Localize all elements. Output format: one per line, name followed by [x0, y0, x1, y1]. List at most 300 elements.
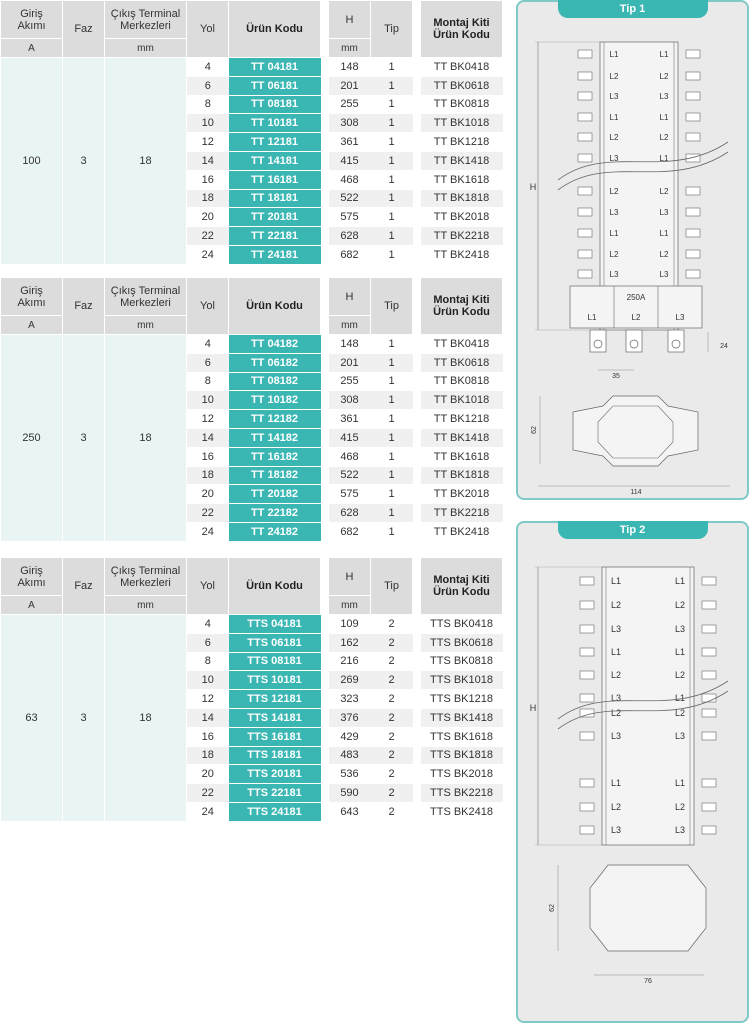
phase-label-right: L2: [659, 187, 669, 196]
phase-label-right: L1: [659, 50, 669, 59]
tip-cell: 1: [371, 170, 413, 189]
product-table-2: [0, 277, 503, 542]
h-label: H: [529, 182, 537, 192]
h-cell: 682: [329, 522, 371, 541]
terminal-right: [686, 154, 700, 162]
montaj-kit-cell: TT BK0818: [421, 95, 503, 114]
faz-value: 3: [63, 58, 105, 265]
h-cell: 643: [329, 802, 371, 821]
phase-label-left: L3: [609, 208, 619, 217]
tip-1-drawing: [518, 2, 747, 498]
urun-kodu-cell: TTS 22181: [229, 784, 321, 803]
terminal-right: [702, 671, 716, 679]
montaj-kit-cell: TT BK1818: [421, 189, 503, 208]
yol-cell: 20: [187, 208, 229, 227]
header-montaj: Montaj Kiti Ürün Kodu: [421, 558, 503, 615]
tip-cell: 1: [371, 391, 413, 410]
yol-cell: 22: [187, 227, 229, 246]
phase-label-left: L2: [610, 600, 622, 610]
montaj-kit-cell: TTS BK2418: [421, 802, 503, 821]
yol-cell: 14: [187, 708, 229, 727]
terminal-right: [702, 625, 716, 633]
phase-label-right: L3: [659, 270, 669, 279]
terminal-left: [580, 826, 594, 834]
urun-kodu-cell: TT 22181: [229, 227, 321, 246]
phase-label-left: L1: [609, 113, 619, 122]
lug: [668, 330, 684, 352]
terminal-left: [580, 625, 594, 633]
yol-cell: 22: [187, 784, 229, 803]
terminal-right: [702, 601, 716, 609]
tip-cell: 1: [371, 245, 413, 264]
urun-kodu-cell: TT 18181: [229, 189, 321, 208]
tip-2-title: Tip 2: [558, 521, 708, 539]
h-cell: 255: [329, 372, 371, 391]
terminal-left: [578, 208, 592, 216]
tip-cell: 1: [371, 95, 413, 114]
yol-cell: 22: [187, 504, 229, 523]
header-cikis: Çıkış Terminal Merkezleri: [105, 1, 187, 39]
tip-cell: 1: [371, 410, 413, 429]
breaker-l3: L3: [675, 313, 685, 322]
tip-2-drawing: [518, 523, 747, 1021]
terminal-right: [702, 577, 716, 585]
header-urun-kodu: Ürün Kodu: [229, 278, 321, 335]
breaker-l1: L1: [587, 313, 597, 322]
terminal-right: [686, 92, 700, 100]
yol-cell: 24: [187, 522, 229, 541]
terminal-left: [580, 709, 594, 717]
yol-cell: 16: [187, 447, 229, 466]
yol-cell: 18: [187, 189, 229, 208]
giris-value: 63: [1, 615, 63, 822]
breaker-rating: 250A: [626, 293, 646, 302]
terminal-right: [686, 270, 700, 278]
tip-cell: 1: [371, 189, 413, 208]
faz-value: 3: [63, 335, 105, 542]
tip-cell: 1: [371, 372, 413, 391]
urun-kodu-cell: TT 12182: [229, 410, 321, 429]
terminal-right: [686, 133, 700, 141]
terminal-left: [580, 648, 594, 656]
terminal-left: [580, 671, 594, 679]
header-montaj: Montaj Kiti Ürün Kodu: [421, 1, 503, 58]
urun-kodu-cell: TT 22182: [229, 504, 321, 523]
h-cell: 628: [329, 504, 371, 523]
dim-24-label: 24: [720, 343, 728, 350]
montaj-kit-cell: TT BK0618: [421, 353, 503, 372]
h-cell: 536: [329, 765, 371, 784]
phase-label-left: L3: [610, 825, 622, 835]
tip-cell: 1: [371, 428, 413, 447]
terminal-left: [580, 803, 594, 811]
tip-cell: 2: [371, 615, 413, 634]
urun-kodu-cell: TTS 24181: [229, 802, 321, 821]
tip-cell: 1: [371, 335, 413, 354]
phase-label-left: L3: [610, 693, 622, 703]
montaj-kit-cell: TT BK1418: [421, 428, 503, 447]
phase-label-right: L1: [659, 154, 669, 163]
yol-cell: 4: [187, 335, 229, 354]
terminal-right: [702, 648, 716, 656]
h-label: H: [529, 703, 537, 713]
h-cell: 148: [329, 58, 371, 77]
yol-cell: 24: [187, 802, 229, 821]
unit-mm: mm: [105, 596, 187, 615]
tip-cell: 1: [371, 353, 413, 372]
header-faz: Faz: [63, 558, 105, 615]
urun-kodu-cell: TT 06182: [229, 353, 321, 372]
urun-kodu-cell: TT 10181: [229, 114, 321, 133]
phase-label-left: L1: [610, 647, 622, 657]
terminal-left: [580, 577, 594, 585]
terminal-left: [578, 270, 592, 278]
h-cell: 361: [329, 410, 371, 429]
tip-cell: 1: [371, 504, 413, 523]
phase-label-right: L3: [674, 825, 686, 835]
yol-cell: 8: [187, 652, 229, 671]
yol-cell: 14: [187, 151, 229, 170]
montaj-kit-cell: TTS BK1218: [421, 690, 503, 709]
table-1: [0, 0, 503, 265]
header-montaj: Montaj Kiti Ürün Kodu: [421, 278, 503, 335]
urun-kodu-cell: TT 20182: [229, 485, 321, 504]
yol-cell: 8: [187, 372, 229, 391]
phase-label-left: L3: [610, 731, 622, 741]
yol-cell: 4: [187, 58, 229, 77]
yol-cell: 10: [187, 391, 229, 410]
yol-cell: 20: [187, 765, 229, 784]
montaj-kit-cell: TT BK0418: [421, 335, 503, 354]
h-cell: 522: [329, 466, 371, 485]
montaj-kit-cell: TT BK1218: [421, 410, 503, 429]
phase-label-right: L2: [674, 708, 686, 718]
h-cell: 590: [329, 784, 371, 803]
h-cell: 109: [329, 615, 371, 634]
header-h: H: [329, 558, 371, 596]
tip-cell: 2: [371, 802, 413, 821]
h-cell: 201: [329, 76, 371, 95]
urun-kodu-cell: TT 04182: [229, 335, 321, 354]
montaj-kit-cell: TT BK1618: [421, 447, 503, 466]
yol-cell: 6: [187, 76, 229, 95]
product-table-1: [0, 0, 503, 265]
phase-label-left: L1: [610, 576, 622, 586]
header-cikis: Çıkış Terminal Merkezleri: [105, 278, 187, 316]
header-faz: Faz: [63, 1, 105, 58]
bottom-view-outline: [590, 865, 706, 951]
phase-label-left: L3: [609, 92, 619, 101]
phase-label-right: L1: [674, 778, 686, 788]
montaj-kit-cell: TT BK1418: [421, 151, 503, 170]
tip-cell: 1: [371, 133, 413, 152]
terminal-left: [580, 732, 594, 740]
terminal-left: [578, 50, 592, 58]
terminal-right: [702, 826, 716, 834]
montaj-kit-cell: TT BK1018: [421, 391, 503, 410]
terminal-left: [580, 694, 594, 702]
phase-label-left: L3: [610, 624, 622, 634]
tip-cell: 2: [371, 727, 413, 746]
h-cell: 682: [329, 245, 371, 264]
yol-cell: 12: [187, 690, 229, 709]
terminal-left: [580, 779, 594, 787]
header-giris: Giriş Akımı: [1, 1, 63, 39]
h-cell: 148: [329, 335, 371, 354]
h-cell: 522: [329, 189, 371, 208]
tip-cell: 2: [371, 784, 413, 803]
urun-kodu-cell: TT 08181: [229, 95, 321, 114]
yol-cell: 10: [187, 671, 229, 690]
yol-cell: 4: [187, 615, 229, 634]
urun-kodu-cell: TT 04181: [229, 58, 321, 77]
table-3: [0, 557, 503, 822]
tip-cell: 2: [371, 652, 413, 671]
bottom-view-outline: [573, 396, 698, 466]
h-cell: 201: [329, 353, 371, 372]
montaj-kit-cell: TT BK2218: [421, 504, 503, 523]
header-yol: Yol: [187, 1, 229, 58]
urun-kodu-cell: TT 16181: [229, 170, 321, 189]
tip-cell: 1: [371, 466, 413, 485]
header-giris: Giriş Akımı: [1, 558, 63, 596]
cikis-value: 18: [105, 615, 187, 822]
urun-kodu-cell: TTS 12181: [229, 690, 321, 709]
h-cell: 361: [329, 133, 371, 152]
tip-cell: 2: [371, 671, 413, 690]
urun-kodu-cell: TTS 14181: [229, 708, 321, 727]
urun-kodu-cell: TT 10182: [229, 391, 321, 410]
montaj-kit-cell: TTS BK2218: [421, 784, 503, 803]
tip-cell: 1: [371, 447, 413, 466]
phase-label-left: L2: [610, 670, 622, 680]
table-2: [0, 277, 503, 542]
urun-kodu-cell: TT 20181: [229, 208, 321, 227]
dim-76-label: 76: [644, 978, 652, 985]
montaj-kit-cell: TT BK1018: [421, 114, 503, 133]
h-cell: 468: [329, 447, 371, 466]
phase-label-left: L2: [610, 802, 622, 812]
tip-2-panel: [516, 521, 749, 1023]
dim-114-label: 114: [630, 489, 642, 496]
montaj-kit-cell: TT BK2018: [421, 208, 503, 227]
cikis-value: 18: [105, 58, 187, 265]
terminal-right: [686, 187, 700, 195]
urun-kodu-cell: TT 14182: [229, 428, 321, 447]
header-faz: Faz: [63, 278, 105, 335]
phase-label-right: L3: [659, 208, 669, 217]
phase-label-left: L2: [609, 133, 619, 142]
product-table-3: [0, 557, 503, 822]
terminal-left: [578, 72, 592, 80]
tip-cell: 1: [371, 485, 413, 504]
header-tip: Tip: [371, 1, 413, 58]
phase-label-right: L2: [674, 670, 686, 680]
montaj-kit-cell: TT BK2018: [421, 485, 503, 504]
phase-label-right: L2: [674, 600, 686, 610]
h-cell: 429: [329, 727, 371, 746]
h-cell: 308: [329, 114, 371, 133]
terminal-left: [578, 250, 592, 258]
unit-mm-h: mm: [329, 316, 371, 335]
header-urun-kodu: Ürün Kodu: [229, 1, 321, 58]
yol-cell: 6: [187, 353, 229, 372]
h-cell: 483: [329, 746, 371, 765]
yol-cell: 16: [187, 727, 229, 746]
urun-kodu-cell: TT 24182: [229, 522, 321, 541]
terminal-right: [686, 50, 700, 58]
urun-kodu-cell: TTS 04181: [229, 615, 321, 634]
yol-cell: 14: [187, 428, 229, 447]
dim-35-label: 35: [612, 373, 620, 380]
montaj-kit-cell: TT BK0818: [421, 372, 503, 391]
terminal-right: [686, 208, 700, 216]
montaj-kit-cell: TT BK1218: [421, 133, 503, 152]
terminal-left: [578, 92, 592, 100]
montaj-kit-cell: TT BK1818: [421, 466, 503, 485]
table-row: [1, 615, 503, 634]
header-giris: Giriş Akımı: [1, 278, 63, 316]
yol-cell: 10: [187, 114, 229, 133]
urun-kodu-cell: TTS 18181: [229, 746, 321, 765]
phase-label-right: L3: [674, 624, 686, 634]
header-h: H: [329, 1, 371, 39]
unit-mm: mm: [105, 316, 187, 335]
terminal-right: [702, 709, 716, 717]
tip-cell: 2: [371, 765, 413, 784]
phase-label-left: L2: [609, 250, 619, 259]
h-cell: 575: [329, 208, 371, 227]
phase-label-right: L2: [659, 72, 669, 81]
unit-a: A: [1, 39, 63, 58]
urun-kodu-cell: TTS 06181: [229, 633, 321, 652]
montaj-kit-cell: TT BK0418: [421, 58, 503, 77]
montaj-kit-cell: TTS BK0818: [421, 652, 503, 671]
phase-label-right: L1: [674, 576, 686, 586]
h-cell: 468: [329, 170, 371, 189]
tip-cell: 1: [371, 58, 413, 77]
montaj-kit-cell: TTS BK0618: [421, 633, 503, 652]
montaj-kit-cell: TTS BK0418: [421, 615, 503, 634]
unit-a: A: [1, 596, 63, 615]
dim-62-label: 62: [531, 426, 538, 434]
terminal-right: [702, 803, 716, 811]
tip-cell: 1: [371, 76, 413, 95]
unit-mm: mm: [105, 39, 187, 58]
yol-cell: 24: [187, 245, 229, 264]
montaj-kit-cell: TT BK0618: [421, 76, 503, 95]
lug: [590, 330, 606, 352]
h-cell: 308: [329, 391, 371, 410]
montaj-kit-cell: TTS BK2018: [421, 765, 503, 784]
terminal-left: [578, 229, 592, 237]
urun-kodu-cell: TTS 10181: [229, 671, 321, 690]
terminal-left: [578, 187, 592, 195]
header-cikis: Çıkış Terminal Merkezleri: [105, 558, 187, 596]
phase-label-right: L2: [659, 133, 669, 142]
tip-cell: 2: [371, 746, 413, 765]
tip-cell: 1: [371, 208, 413, 227]
terminal-right: [702, 779, 716, 787]
tip-cell: 1: [371, 151, 413, 170]
faz-value: 3: [63, 615, 105, 822]
phase-label-left: L3: [609, 270, 619, 279]
montaj-kit-cell: TTS BK1018: [421, 671, 503, 690]
terminal-right: [702, 732, 716, 740]
montaj-kit-cell: TTS BK1818: [421, 746, 503, 765]
h-cell: 376: [329, 708, 371, 727]
h-cell: 323: [329, 690, 371, 709]
yol-cell: 6: [187, 633, 229, 652]
unit-a: A: [1, 316, 63, 335]
yol-cell: 12: [187, 133, 229, 152]
phase-label-right: L1: [674, 693, 686, 703]
tip-1-title: Tip 1: [558, 0, 708, 18]
phase-label-right: L1: [659, 229, 669, 238]
table-row: [1, 335, 503, 354]
yol-cell: 18: [187, 746, 229, 765]
montaj-kit-cell: TTS BK1618: [421, 727, 503, 746]
phase-label-left: L1: [609, 229, 619, 238]
giris-value: 250: [1, 335, 63, 542]
urun-kodu-cell: TT 06181: [229, 76, 321, 95]
phase-label-left: L2: [610, 708, 622, 718]
yol-cell: 16: [187, 170, 229, 189]
cikis-value: 18: [105, 335, 187, 542]
urun-kodu-cell: TT 12181: [229, 133, 321, 152]
header-yol: Yol: [187, 278, 229, 335]
urun-kodu-cell: TTS 16181: [229, 727, 321, 746]
terminal-right: [686, 72, 700, 80]
h-cell: 162: [329, 633, 371, 652]
terminal-left: [578, 113, 592, 121]
lug: [626, 330, 642, 352]
terminal-right: [686, 113, 700, 121]
unit-mm-h: mm: [329, 596, 371, 615]
phase-label-right: L2: [659, 250, 669, 259]
h-cell: 575: [329, 485, 371, 504]
montaj-kit-cell: TT BK2418: [421, 522, 503, 541]
urun-kodu-cell: TT 16182: [229, 447, 321, 466]
phase-label-right: L1: [674, 647, 686, 657]
urun-kodu-cell: TTS 08181: [229, 652, 321, 671]
phase-label-left: L1: [609, 50, 619, 59]
phase-label-right: L3: [659, 92, 669, 101]
tip-cell: 2: [371, 690, 413, 709]
montaj-kit-cell: TT BK1618: [421, 170, 503, 189]
montaj-kit-cell: TTS BK1418: [421, 708, 503, 727]
h-cell: 628: [329, 227, 371, 246]
urun-kodu-cell: TTS 20181: [229, 765, 321, 784]
tip-1-panel: [516, 0, 749, 500]
terminal-left: [578, 133, 592, 141]
tip-cell: 1: [371, 114, 413, 133]
yol-cell: 8: [187, 95, 229, 114]
terminal-left: [578, 154, 592, 162]
tip-cell: 1: [371, 522, 413, 541]
urun-kodu-cell: TT 18182: [229, 466, 321, 485]
unit-mm-h: mm: [329, 39, 371, 58]
h-cell: 216: [329, 652, 371, 671]
terminal-left: [580, 601, 594, 609]
terminal-right: [686, 250, 700, 258]
header-h: H: [329, 278, 371, 316]
urun-kodu-cell: TT 24181: [229, 245, 321, 264]
phase-label-right: L2: [674, 802, 686, 812]
phase-label-left: L1: [610, 778, 622, 788]
phase-label-right: L1: [659, 113, 669, 122]
h-cell: 269: [329, 671, 371, 690]
